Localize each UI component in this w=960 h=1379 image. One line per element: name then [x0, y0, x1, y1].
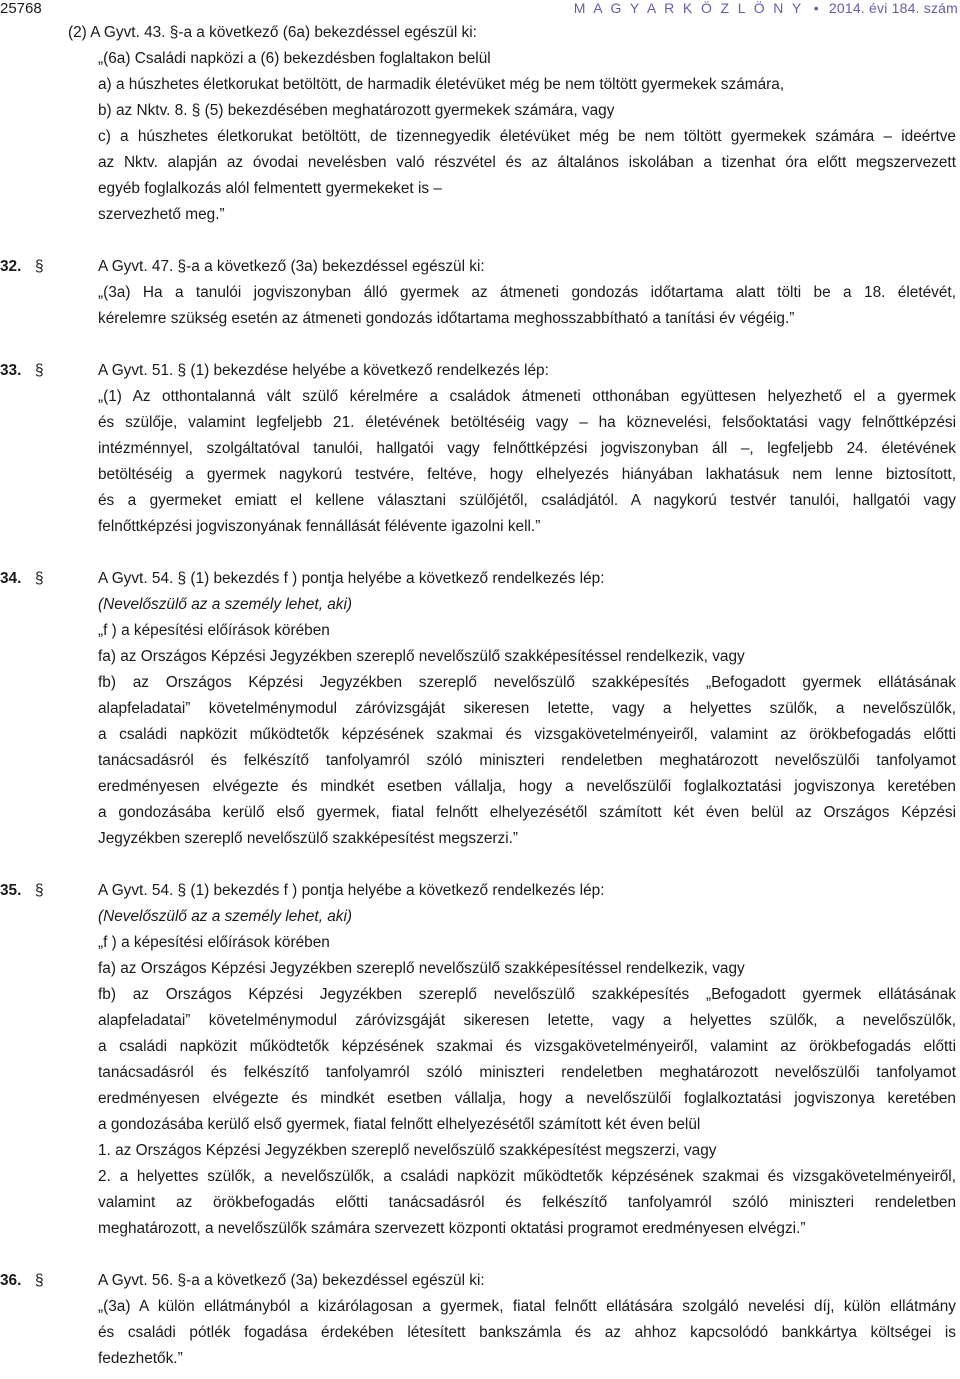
section-number — [0, 358, 95, 384]
text-line: meghatározott, a nevelőszülők számára szervezett központi oktatási programot eredményesen elvégzi.” — [98, 1220, 806, 1237]
section-symbol: § — [35, 362, 44, 379]
text-line: fb) az Országos Képzési Jegyzékben szereplő nevelőszülő szakképesítés „Befogadott gyermek ellátásának — [98, 986, 956, 1003]
text-line: a gondozásába kerülő első gyermek, fiatal felnőtt elhelyezésétől számított két éven belül az Országos Képzési — [98, 804, 956, 821]
text-line: az Nktv. alapján az óvodai nevelésben való részvétel és az általános iskolában a tizenhat óra előtt megszervezett — [98, 154, 956, 171]
section-symbol: § — [35, 570, 44, 587]
section-number — [0, 566, 95, 592]
section-number-text: 33. — [0, 362, 22, 379]
text-line: tanácsadásról és felkészítő tanfolyamról szóló miniszteri rendeletben meghatározott nevelőszülői tanfolyamot — [98, 752, 956, 769]
text-line: alapfeladatai” követelménymodul záróvizsgáját sikeresen letette, vagy a helyettes szülők, a nevelőszülők, — [98, 1012, 956, 1029]
section-number-text: 32. — [0, 258, 22, 275]
text-line: „(3a) A külön ellátmányból a kizárólagosan a gyermek, fiatal felnőtt ellátására szolgáló nevelési díj, külön ellátmány — [98, 1298, 956, 1315]
section-number — [0, 254, 95, 280]
section-heading: A Gyvt. 54. § (1) bekezdés f ) pontja helyébe a következő rendelkezés lép: — [98, 882, 605, 899]
section-heading: A Gyvt. 47. §-a a következő (3a) bekezdéssel egészül ki: — [98, 258, 485, 275]
text-line: „(1) Az otthontalanná vált szülő kérelmére a családok átmeneti otthonában együttesen helyezhető el a gyermek — [98, 388, 956, 405]
text-line: eredményesen elvégezte és mindkét esetben vállalja, hogy a nevelőszülői foglalkoztatási jogviszonya keretében — [98, 778, 956, 795]
text-line: „f ) a képesítési előírások körében — [98, 622, 330, 639]
text-line: tanácsadásról és felkészítő tanfolyamról szóló miniszteri rendeletben meghatározott nevelőszülői tanfolyamot — [98, 1064, 956, 1081]
issue-label: 2014. évi 184. szám — [828, 0, 958, 16]
section-number-text: 34. — [0, 570, 22, 587]
page-number: 25768 — [0, 0, 42, 17]
italic-context-line: (Nevelőszülő az a személy lehet, aki) — [98, 908, 353, 925]
text-line: alapfeladatai” követelménymodul záróvizsgáját sikeresen letette, vagy a helyettes szülők, a nevelőszülők, — [98, 700, 956, 717]
publication-title: M A G Y A R K Ö Z L Ö N Y — [573, 0, 804, 16]
text-line: a családi napközit működtetők képzésének szakmai és vizsgakövetelményeiről, valamint az örökbefogadás előtti — [98, 1038, 956, 1055]
section-symbol: § — [35, 258, 44, 275]
text-line: kérelemre szükség esetén az átmeneti gondozás időtartama meghosszabbítható a tanítási év végéig.” — [98, 310, 795, 327]
text-line: „(6a) Családi napközi a (6) bekezdésben foglaltakon belül — [98, 50, 491, 67]
text-line: és szülője, valamint legfeljebb 21. életévének betöltéséig vagy – ha köznevelési, felsőoktatási vagy felnőttképzési — [98, 414, 956, 431]
text-line: a) a húszhetes életkorukat betöltött, de harmadik életévüket még be nem töltött gyermekek számára, — [98, 76, 785, 93]
text-line: betöltéséig a gyermek nagykorú testvére, feltéve, hogy elhelyezés hiányában lakhatásuk nem lenne biztosított, — [98, 466, 956, 483]
text-line: fa) az Országos Képzési Jegyzékben szereplő nevelőszülő szakképesítéssel rendelkezik, vagy — [98, 648, 745, 665]
running-head — [574, 0, 958, 16]
section-heading: A Gyvt. 51. § (1) bekezdése helyébe a következő rendelkezés lép: — [98, 362, 549, 379]
section-symbol: § — [35, 882, 44, 899]
page-header — [0, 0, 960, 22]
bullet-separator: • — [813, 0, 819, 16]
text-line: eredményesen elvégezte és mindkét esetben vállalja, hogy a nevelőszülői foglalkoztatási jogviszonya keretében — [98, 1090, 956, 1107]
section-number — [0, 1268, 95, 1294]
text-line: felnőttképzési jogviszonyának fennállását félévente igazolni kell.” — [98, 518, 541, 535]
section-number-text: 35. — [0, 882, 22, 899]
text-line: valamint az örökbefogadás előtti tanácsadásról és felkészítő tanfolyamról szóló miniszteri rendeletben — [98, 1194, 956, 1211]
text-line: és családi pótlék fogadása érdekében létesített bankszámla és az ahhoz kapcsolódó bankkártya költségei is — [98, 1324, 956, 1341]
text-line: a gondozásába kerülő első gyermek, fiatal felnőtt elhelyezésétől számított két éven belül — [98, 1116, 701, 1133]
section-number — [0, 878, 95, 904]
section-heading: A Gyvt. 54. § (1) bekezdés f ) pontja helyébe a következő rendelkezés lép: — [98, 570, 605, 587]
text-line: b) az Nktv. 8. § (5) bekezdésében meghatározott gyermekek számára, vagy — [98, 102, 615, 119]
paragraph-2-heading: (2) A Gyvt. 43. §-a a következő (6a) bekezdéssel egészül ki: — [68, 24, 477, 41]
text-line: szervezhető meg.” — [98, 206, 225, 223]
text-line: „(3a) Ha a tanulói jogviszonyban álló gyermek az átmeneti gondozás időtartama alatt tölti be a 18. életévét, — [98, 284, 956, 301]
text-line: c) a húszhetes életkorukat betöltött, de tizennegyedik életévüket még be nem töltött gyermekek számára – ideértve — [98, 128, 956, 145]
text-line: „f ) a képesítési előírások körében — [98, 934, 330, 951]
text-line: és a gyermeket emiatt el kellene választani szülőjétől, családjától. A nagykorú testvér tanulói, hallgatói vagy — [98, 492, 956, 509]
text-line: fb) az Országos Képzési Jegyzékben szereplő nevelőszülő szakképesítés „Befogadott gyermek ellátásának — [98, 674, 956, 691]
text-line: a családi napközit működtetők képzésének szakmai és vizsgakövetelményeiről, valamint az örökbefogadás előtti — [98, 726, 956, 743]
text-line: Jegyzékben szereplő nevelőszülő szakképesítést megszerzi.” — [98, 830, 519, 847]
text-line: fa) az Országos Képzési Jegyzékben szereplő nevelőszülő szakképesítéssel rendelkezik, vagy — [98, 960, 745, 977]
text-line: intézménnyel, szolgáltatóval tanulói, hallgatói vagy felnőttképzési jogviszonyban áll –, legfeljebb 24. életévének — [98, 440, 956, 457]
italic-context-line: (Nevelőszülő az a személy lehet, aki) — [98, 596, 353, 613]
section-number-text: 36. — [0, 1272, 22, 1289]
text-line: 1. az Országos Képzési Jegyzékben szereplő nevelőszülő szakképesítést megszerzi, vagy — [98, 1142, 717, 1159]
text-line: 2. a helyettes szülők, a nevelőszülők, a családi napközit működtetők képzésének szakmai és vizsgakövetelményeiről, — [98, 1168, 956, 1185]
section-heading: A Gyvt. 56. §-a a következő (3a) bekezdéssel egészül ki: — [98, 1272, 485, 1289]
section-symbol: § — [35, 1272, 44, 1289]
text-line: egyéb foglalkozás alól felmentett gyermekeket is – — [98, 180, 442, 197]
text-line: fedezhetők.” — [98, 1350, 183, 1367]
